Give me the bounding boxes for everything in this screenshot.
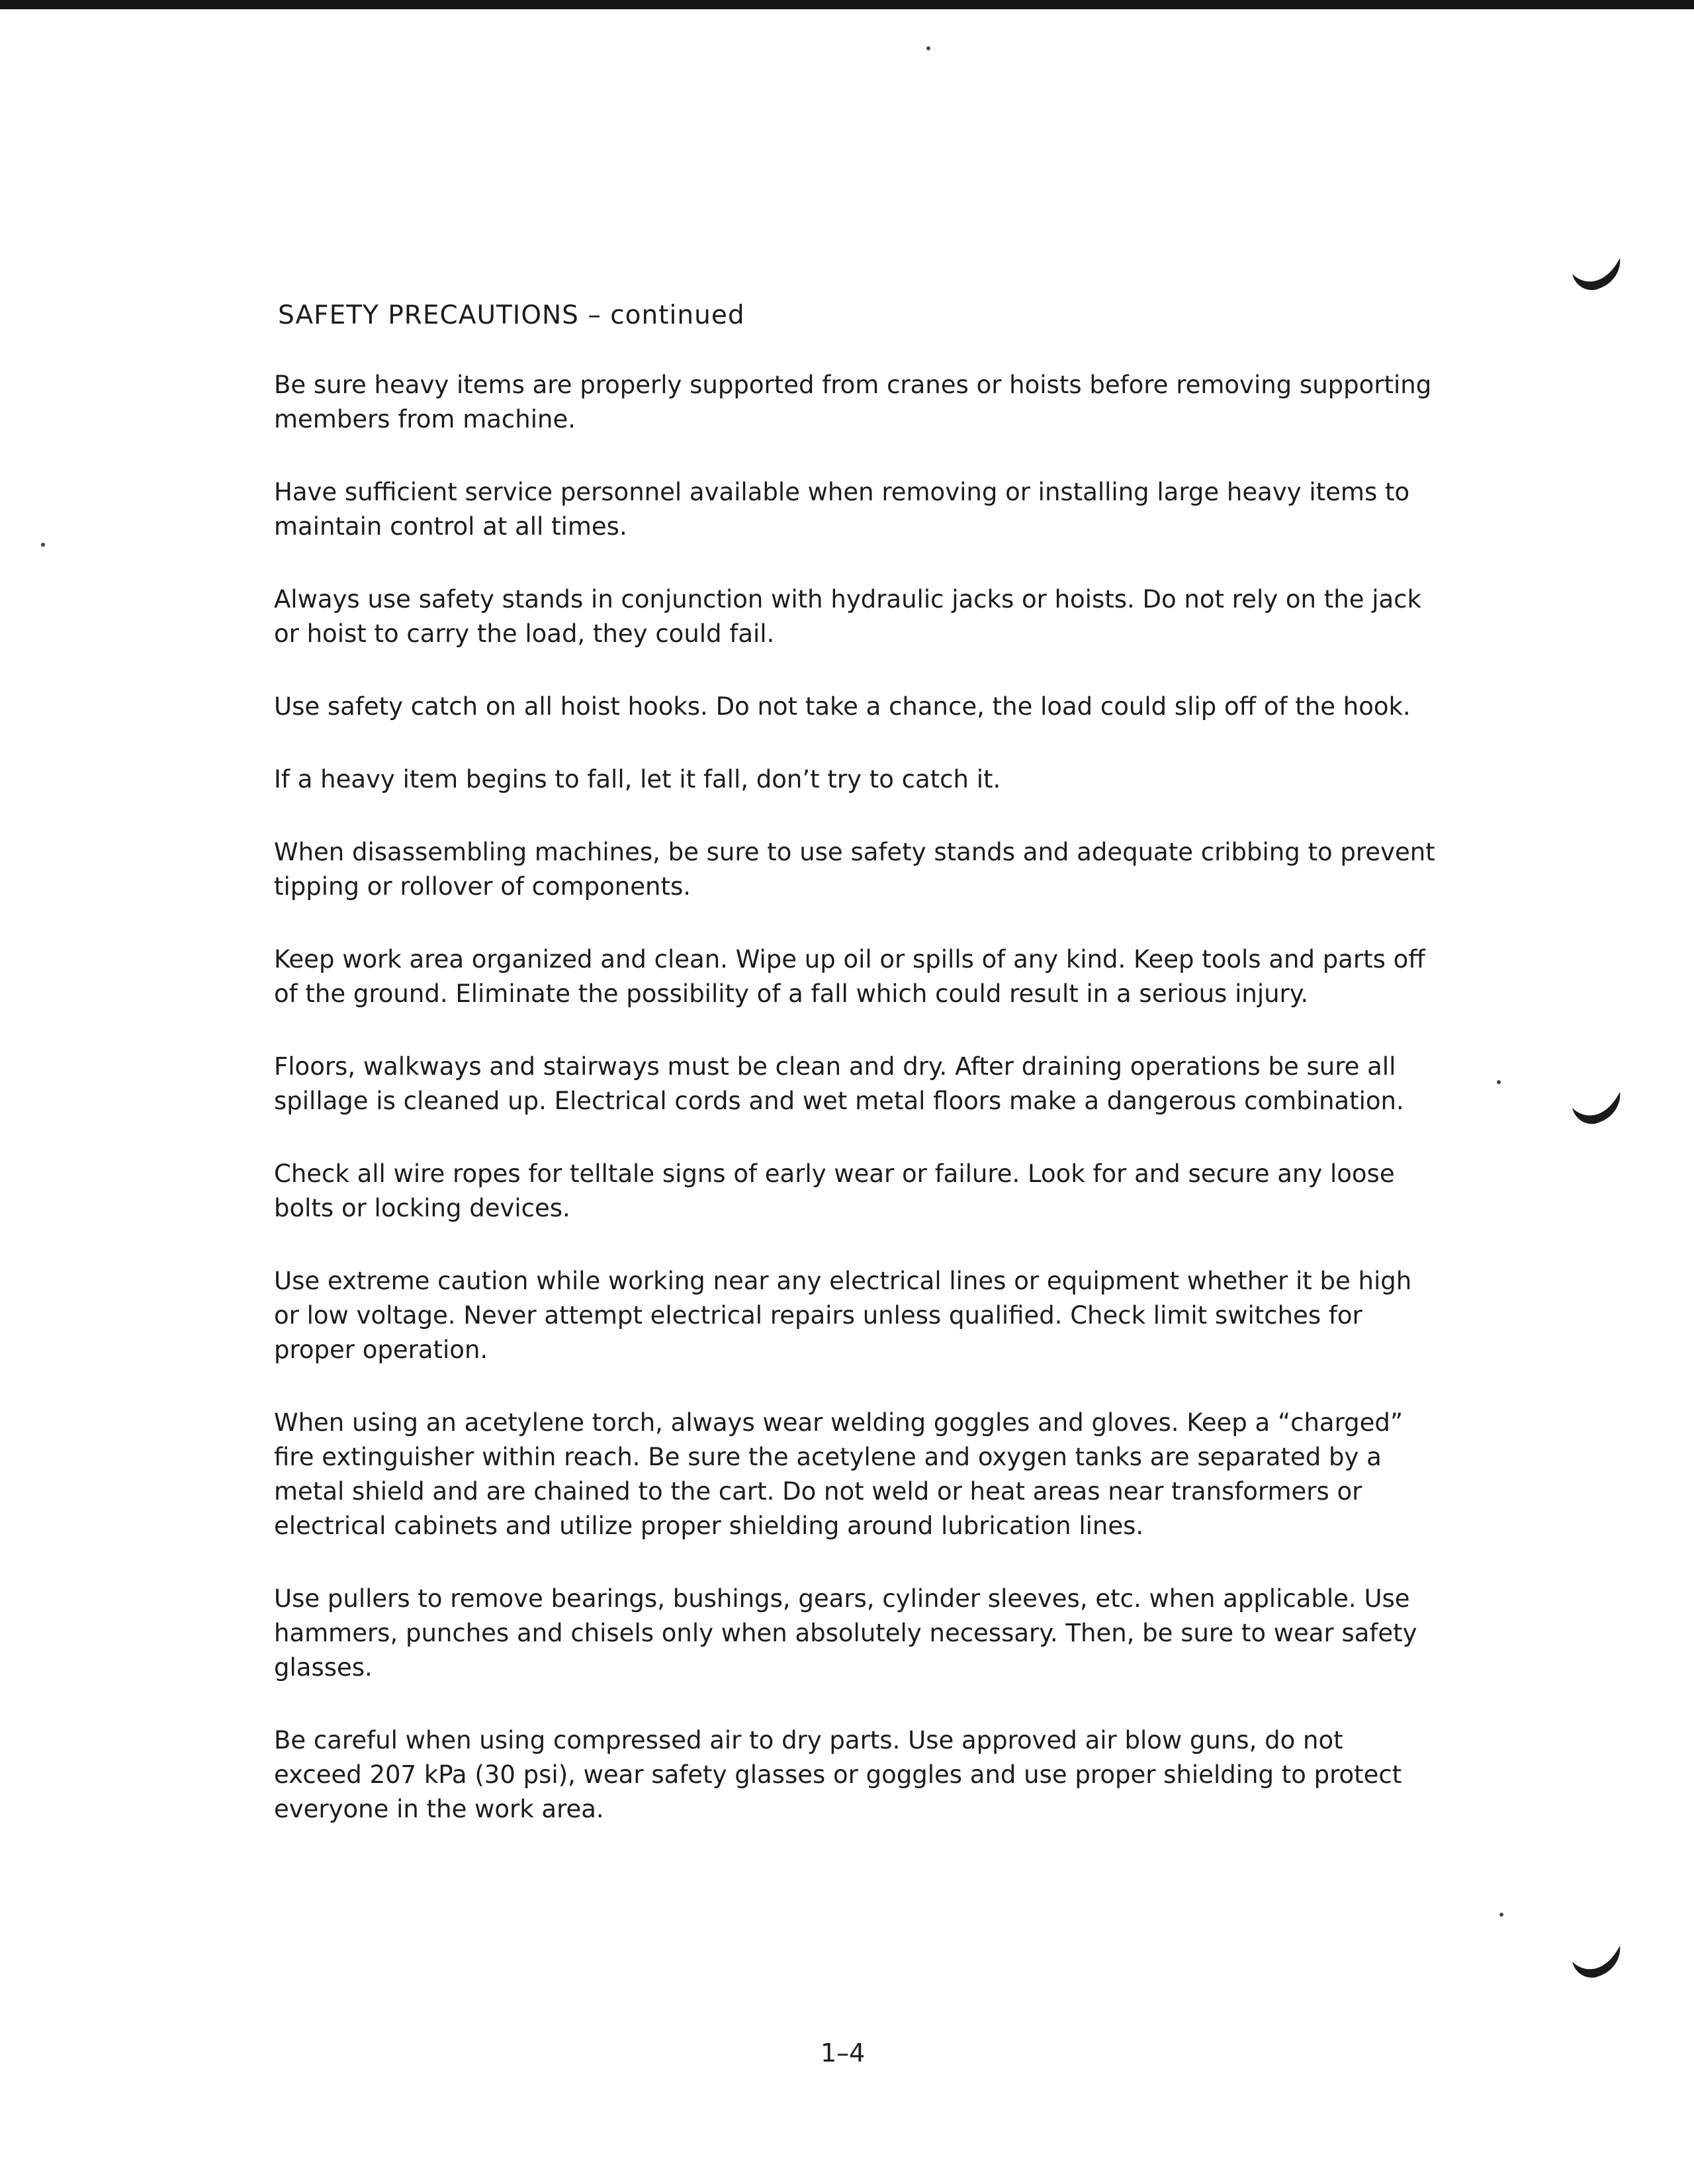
binder-mark-icon [1568,251,1628,298]
paragraph-electrical: Use extreme caution while working near any electrical lines or equipment whether it be high or low voltage. Never attempt electrical repairs unless qualified. Check limit switches for proper operation. [274,1267,1412,1364]
paragraph-safety-catch: Use safety catch on all hoist hooks. Do not take a chance, the load could slip off of the hook. [274,692,1411,721]
scan-top-edge [0,0,1694,9]
paragraph-falling-item: If a heavy item begins to fall, let it fall, don’t try to catch it. [274,765,1001,794]
binder-mark-icon [1568,1085,1628,1132]
paragraph-crane-support: Be sure heavy items are properly supported from cranes or hoists before removing supporting members from machine. [274,371,1432,433]
paragraph-acetylene-torch: When using an acetylene torch, always wear welding goggles and gloves. Keep a “charged” fire extinguisher within reach. Be sure the acetylene and oxygen tanks are separated by a metal shield and are chained to the cart. Do not weld or heat areas near transformers or electrical cabinets and utilize proper shielding around lubrication lines. [274,1408,1404,1540]
scan-speck [41,543,45,547]
paragraph-work-area: Keep work area organized and clean. Wipe up oil or spills of any kind. Keep tools and parts off of the ground. Eliminate the possibility of a fall which could result in a serious injury. [274,945,1425,1008]
scan-speck [1497,1080,1501,1084]
scan-speck [926,46,930,50]
paragraph-pullers: Use pullers to remove bearings, bushings, gears, cylinder sleeves, etc. when applicable. Use hammers, punches and chisels only when absolutely necessary. Then, be sure to wear safety glasses. [274,1584,1417,1682]
scan-speck [1499,1913,1503,1917]
page-number: 1–4 [821,2038,866,2068]
paragraph-service-personnel: Have sufficient service personnel available when removing or installing large heavy items to maintain control at all times. [274,478,1410,541]
paragraph-floors: Floors, walkways and stairways must be clean and dry. After draining operations be sure all spillage is cleaned up. Electrical cords and wet metal floors make a dangerous combination. [274,1052,1404,1115]
paragraph-safety-stands: Always use safety stands in conjunction with hydraulic jacks or hoists. Do not rely on the jack or hoist to carry the load, they could fail. [274,585,1421,648]
safety-paragraphs [274,368,1439,1827]
paragraph-wire-ropes: Check all wire ropes for telltale signs of early wear or failure. Look for and secure any loose bolts or locking devices. [274,1160,1395,1222]
paragraph-disassembling: When disassembling machines, be sure to use safety stands and adequate cribbing to prevent tipping or rollover of components. [274,838,1435,901]
page-title: SAFETY PRECAUTIONS – continued [278,300,745,330]
binder-mark-icon [1568,1939,1628,1985]
paragraph-compressed-air: Be careful when using compressed air to dry parts. Use approved air blow guns, do not exceed 207 kPa (30 psi), wear safety glasses or goggles and use proper shielding to protect everyone in the work area. [274,1726,1402,1823]
